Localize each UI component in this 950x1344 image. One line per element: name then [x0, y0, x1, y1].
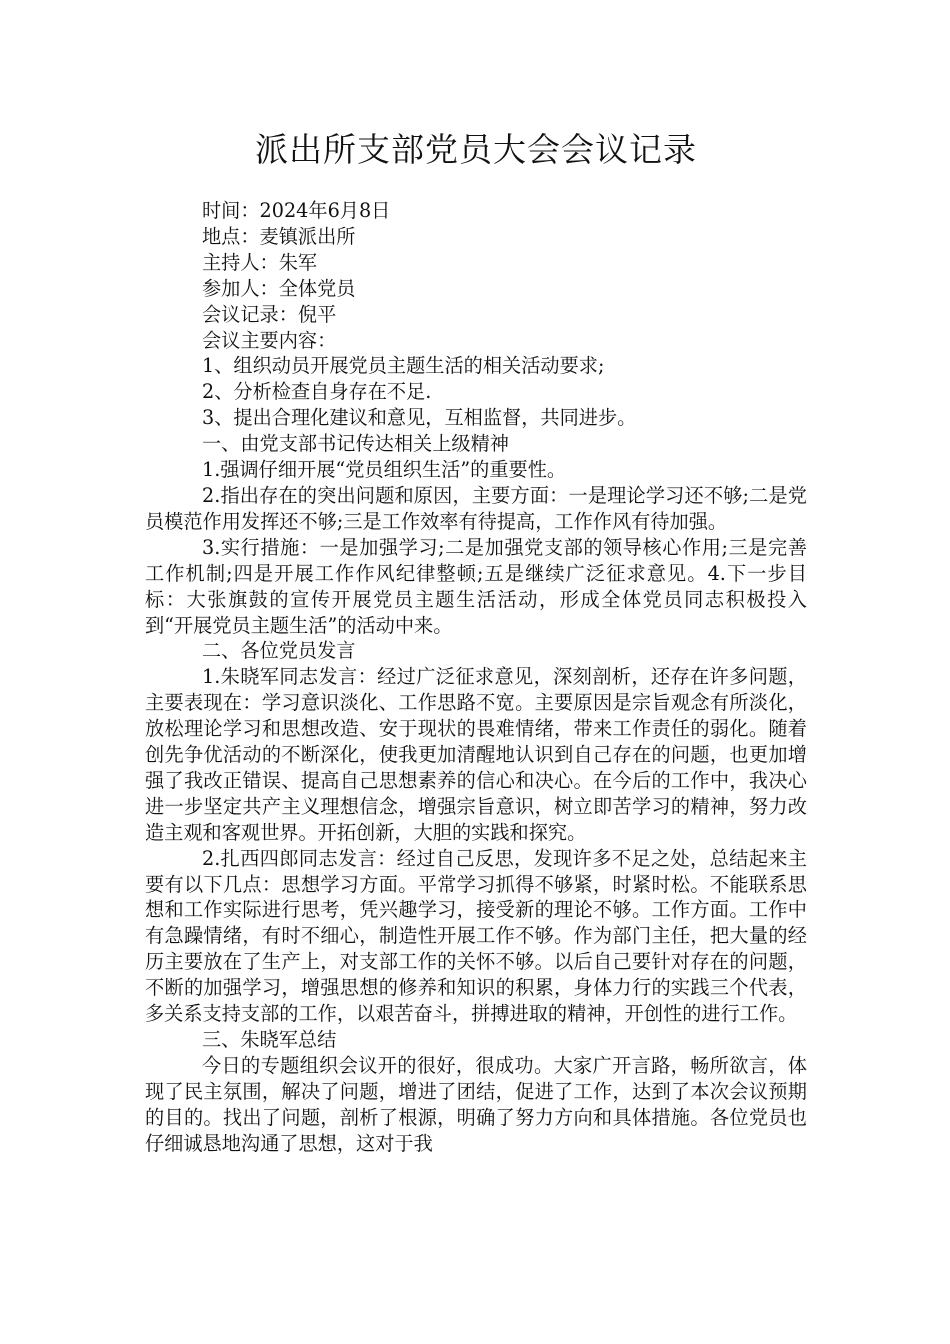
section-heading-3: 三、朱晓军总结 [202, 1028, 337, 1051]
document-page [145, 128, 807, 1157]
meeting-recorder: 会议记录：倪平 [202, 302, 337, 326]
section-heading-1: 一、由党支部书记传达相关上级精神 [202, 432, 509, 456]
meeting-time: 时间：2024年6月8日 [202, 199, 391, 222]
summary-paragraph: 今日的专题组织会议开的很好，很成功。大家广开言路，畅所欲言，体现了民主氛围，解决了问题，增进了团结，促进了工作，达到了本次会议预期的目的。找出了问题，剖析了根源，明确了努力方向和具体措施。各位党员也仔细诚恳地沟通了思想，这对于我 [145, 1053, 807, 1155]
agenda-item-3: 3、提出合理化建议和意见，互相监督，共同进步。 [202, 406, 637, 430]
section-heading-2: 二、各位党员发言 [202, 639, 356, 663]
agenda-item-1: 1、组织动员开展党员主题生活的相关活动要求; [202, 354, 605, 378]
member-speech-2: 2.扎西四郎同志发言：经过自己反思，发现许多不足之处，总结起来主要有以下几点：思想学习方面。平常学习抓得不够紧，时紧时松。不能联系思想和工作实际进行思考，凭兴趣学习，接受新的理论不够。工作方面。工作中有急躁情绪，有时不细心，制造性开展工作不够。作为部门主任，把大量的经历主要放在了生产上，对支部工作的关怀不够。以后自己要针对存在的问题，不断的加强学习，增强思想的修养和知识的积累，身体力行的实践三个代表，多关系支持支部的工作，以艰苦奋斗，拼搏进取的精神，开创性的进行工作。 [145, 846, 807, 1026]
meeting-attendees: 参加人：全体党员 [202, 276, 356, 300]
section-1-point-1: 1.强调仔细开展“党员组织生活”的重要性。 [202, 458, 567, 482]
meeting-location: 地点：麦镇派出所 [202, 224, 356, 248]
agenda-item-2: 2、分析检查自身存在不足. [202, 380, 432, 404]
meeting-host: 主持人：朱军 [202, 250, 318, 274]
member-speech-1: 1.朱晓军同志发言：经过广泛征求意见，深刻剖析，还存在许多问题，主要表现在：学习意识淡化、工作思路不宽。主要原因是宗旨观念有所淡化，放松理论学习和思想改造、安于现状的畏难情绪，带来工作责任的弱化。随着创先争优活动的不断深化，使我更加清醒地认识到自己存在的问题，也更加增强了我改正错误、提高自己思想素养的信心和决心。在今后的工作中，我决心进一步坚定共产主义理想信念，增强宗旨意识，树立即苦学习的精神，努力改造主观和客观世界。开拓创新，大胆的实践和探究。 [145, 665, 807, 844]
document-body [145, 198, 807, 1157]
section-1-point-2: 2.指出存在的突出问题和原因，主要方面：一是理论学习还不够;二是党员模范作用发挥还不够;三是工作效率有待提高，工作作风有待加强。 [145, 483, 807, 533]
meeting-content-heading: 会议主要内容： [202, 328, 337, 352]
document-title: 派出所支部党员大会会议记录 [255, 130, 697, 169]
section-1-point-3: 3.实行措施：一是加强学习;二是加强党支部的领导核心作用;三是完善工作机制;四是开展工作作风纪律整顿;五是继续广泛征求意见。4.下一步目标：大张旗鼓的宣传开展党员主题生活活动，形成全体党员同志积极投入到“开展党员主题生活”的活动中来。 [145, 535, 807, 637]
